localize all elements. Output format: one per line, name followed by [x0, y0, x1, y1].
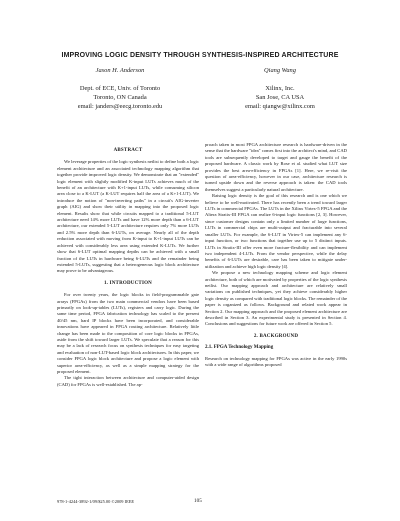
left-column	[57, 142, 199, 388]
abstract-text: We leverage properties of the logic synthesis netlist to define both a logic element architecture and an associated technology mapping algorithm that together provide improved logic density. We demonstrate that an "extended" logic element with slightly modified K-input LUTs achieves much of the benefit of an architecture with K+1-input LUTs, while consuming silicon area close to a K-LUT (a K-LUT requires half the area of a K+1-LUT). We introduce the notion of "non-inverting paths" in a circuit's AIG-inverter graph (AIG) and show their utility in mapping into the proposed logic element. Results show that while circuits mapped to a traditional 5-LUT architecture need 14% more LUTs and have 12% more depth than a 6-LUT architecture, our extended 5-LUT architecture requires only 7% more LUTs and 2.5% more depth than 6-LUTs, on average. Nearly all of the depth reduction associated with moving from K-input to K+1-input LUTs can be achieved with considerably less area using extended K-LUTs. We further show that 6-LUT optimal mapping depths can be achieved with a small fraction of the LUTs in hardware being 6-LUTs and the remainder being extended 5-LUTs, suggesting that a heterogeneous logic block architecture may prove to be advantageous.	[57, 159, 199, 274]
background-heading: 2. BACKGROUND	[253, 333, 299, 339]
author-location: San Jose, CA USA	[255, 94, 305, 101]
paper-title: IMPROVING LOGIC DENSITY THROUGH SYNTHESIS-INSPIRED ARCHITECTURE	[61, 52, 339, 59]
body-paragraph: Research on technology mapping for FPGAs was active in the early 1990s with a wide range of algorithms proposed	[205, 355, 347, 367]
intro-paragraph: For over twenty years, the logic blocks in field-programmable gate arrays (FPGAs) from the two main commercial vendors have been based primarily on look-up-tables (LUTs), registers and carry logic. During the same time period, FPGA fabrication technology has scaled to the present 40/45 nm, hard IP blocks have been incorporated, and considerable innovations have appeared in FPGA routing architecture. Relatively little change has been made to the composition of core logic blocks in FPGAs, aside from the shift toward larger LUTs. We speculate that a reason for this may be a lack of research focus on synthesis techniques for easy targeting and evaluation of non-LUT-based logic block architectures. In this paper, we consider FPGA logic block architecture and propose a logic element with superior area-efficiency, as well as a simple mapping strategy for the proposed element.	[57, 292, 199, 374]
body-paragraph: proach taken in most FPGA architecture research is hardware-driven in the sense that the hardware "idea" comes first into the architect's mind, and CAD tools are subsequently developed to target and gauge the benefit of the proposed hardware. A classic work by Rose et al. studied what LUT size provides the best area-efficiency in FPGAs [1]. Here, we re-visit the question of area-efficiency, however in our case, architecture research is turned upside down and the reverse approach is taken: the CAD tools themselves suggest a particularly natural architecture.	[205, 142, 347, 192]
author-affiliation: Xilinx, Inc.	[265, 85, 295, 92]
body-paragraph: Raising logic density is the goal of this research and is one which we believe to be well-motivated. There has recently been a trend toward larger LUTs in commercial FPGAs. The LUTs in the Xilinx Virtex-5 FPGA and the Altera Stratix-III FPGA can realize 6-input logic functions [2, 3]. However, since customer designs contain only a limited number of large functions, LUTs in commercial chips are multi-output and fracturable into several smaller LUTs. For example, the 6-LUT in Virtex-5 can implement any 6-input function, or two functions that together use up to 5 distinct inputs. LUTs in Stratix-III offer even more fracture-flexibility and can implement two independent 4-LUTs. From the vendor perspective, while the delay benefits of 6-LUTs are desirable, care has been taken to mitigate under-utilization and achieve high logic density [4].	[205, 193, 347, 269]
right-column	[205, 142, 347, 368]
author-affiliation: Dept. of ECE, Univ. of Toronto	[79, 85, 161, 92]
author-block-1	[40, 66, 200, 111]
author-location: Toronto, ON Canada	[93, 94, 147, 101]
author-name: Jason H. Anderson	[95, 67, 145, 74]
author-email: email: qiangw@xilinx.com	[245, 103, 315, 110]
intro-paragraph: The tight interaction between architecture and computer-aided design (CAD) for FPGAs is well-established. The ap-	[57, 375, 199, 387]
author-email: email: janders@eecg.toronto.edu	[77, 103, 163, 110]
intro-heading: 1. INTRODUCTION	[103, 280, 152, 286]
author-name: Qiang Wang	[264, 67, 296, 74]
isbn-footer: 978-1-4244-3892-1/09/$25.00 ©2009 IEEE	[57, 499, 135, 504]
body-paragraph: We propose a new technology mapping scheme and logic element architecture, both of which are motivated by properties of the logic synthesis netlist. Our mapping approach and architecture are relatively small variations on published techniques, yet they achieve considerably higher logic density as compared with traditional logic blocks. The remainder of the paper is organized as follows. Background and related work appear in Section 2. Our mapping approach and the proposed element architecture are described in Section 3. An experimental study is presented in Section 4. Conclusions and suggestions for future work are offered in Section 5.	[205, 270, 347, 327]
subsection-heading: 2.1. FPGA Technology Mapping	[205, 345, 274, 351]
author-block-2	[200, 66, 360, 111]
abstract-heading: ABSTRACT	[113, 148, 143, 153]
page-number: 105	[194, 498, 202, 504]
